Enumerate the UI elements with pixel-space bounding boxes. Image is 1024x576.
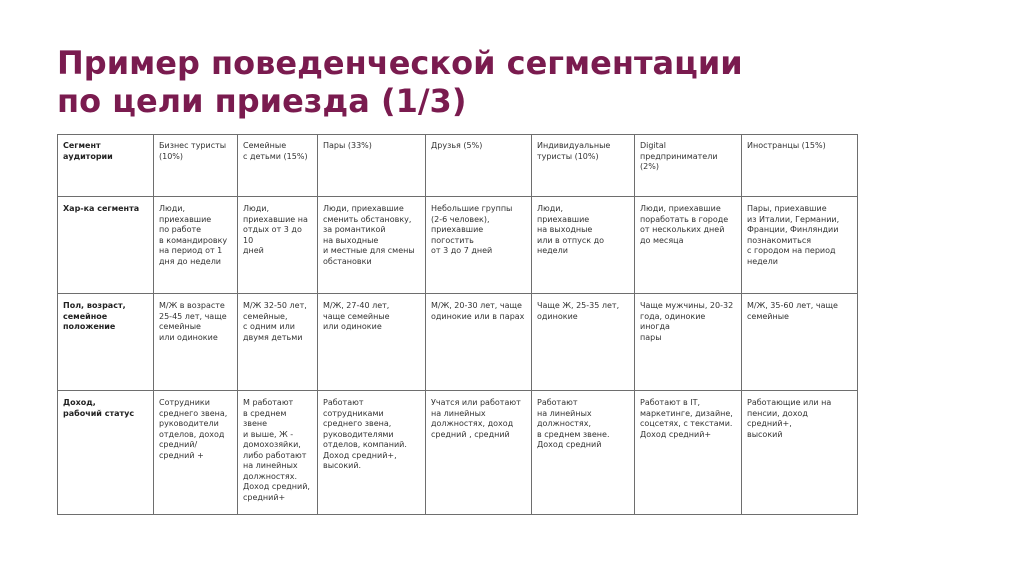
header-cell-friends: Друзья (5%) — [426, 135, 532, 197]
table-row-characteristics — [58, 197, 858, 294]
header-cell-foreigners: Иностранцы (15%) — [742, 135, 858, 197]
header-cell-business: Бизнес туристы (10%) — [154, 135, 238, 197]
row-label: Пол, возраст, семейное положение — [58, 294, 154, 391]
table-cell: М/Ж, 27-40 лет, чаще семейные или одинокие — [318, 294, 426, 391]
table-cell: Учатся или работают на линейных должностях, доход средний , средний — [426, 391, 532, 515]
table-header-row — [58, 135, 858, 197]
table-cell: Работают сотрудниками среднего звена, руководителями отделов, компаний. Доход средний+, высокий. — [318, 391, 426, 515]
table-cell: М/Ж, 20-30 лет, чаще одинокие или в парах — [426, 294, 532, 391]
table-cell: Работают в IT, маркетинге, дизайне, соцсетях, с текстами. Доход средний+ — [635, 391, 742, 515]
table-cell: М работают в среднем звене и выше, Ж - домохозяйки, либо работают на линейных должностях. Доход средний, средний+ — [238, 391, 318, 515]
table-cell: Чаще Ж, 25-35 лет, одинокие — [532, 294, 635, 391]
segmentation-table — [57, 134, 858, 515]
table-cell: Люди, приехавшие поработать в городе от нескольких дней до месяца — [635, 197, 742, 294]
table-cell: Пары, приехавшие из Италии, Германии, Франции, Финляндии познакомиться с городом на период недели — [742, 197, 858, 294]
slide-title-line-1: Пример поведенческой сегментации — [57, 44, 743, 82]
table-cell: Люди, приехавшие на отдых от 3 до 10 дней — [238, 197, 318, 294]
table-cell: Люди, приехавшие сменить обстановку, за романтикой на выходные и местные для смены обстановки — [318, 197, 426, 294]
slide-title — [57, 44, 957, 120]
table-row-demographics — [58, 294, 858, 391]
header-cell-individual: Индивидуальные туристы (10%) — [532, 135, 635, 197]
row-label: Хар-ка сегмента — [58, 197, 154, 294]
row-label: Доход, рабочий статус — [58, 391, 154, 515]
header-cell-digital: Digital предприниматели (2%) — [635, 135, 742, 197]
table-cell: Работающие или на пенсии, доход средний+, высокий — [742, 391, 858, 515]
header-cell-segment: Сегмент аудитории — [58, 135, 154, 197]
table-cell: Небольшие группы (2-6 человек), приехавшие погостить от 3 до 7 дней — [426, 197, 532, 294]
table-cell: Сотрудники среднего звена, руководители отделов, доход средний/ средний + — [154, 391, 238, 515]
table-cell: Люди, приехавшие на выходные или в отпуск до недели — [532, 197, 635, 294]
table-row-income — [58, 391, 858, 515]
table-cell: Чаще мужчины, 20-32 года, одинокие иногда пары — [635, 294, 742, 391]
header-cell-families: Семейные с детьми (15%) — [238, 135, 318, 197]
header-cell-couples: Пары (33%) — [318, 135, 426, 197]
table-cell: М/Ж 32-50 лет, семейные, с одним или двумя детьми — [238, 294, 318, 391]
slide-title-line-2: по цели приезда (1/3) — [57, 82, 467, 120]
table-cell: Работают на линейных должностях, в среднем звене. Доход средний — [532, 391, 635, 515]
table-cell: М/Ж, 35-60 лет, чаще семейные — [742, 294, 858, 391]
table-cell: М/Ж в возрасте 25-45 лет, чаще семейные или одинокие — [154, 294, 238, 391]
table-cell: Люди, приехавшие по работе в командировку на период от 1 дня до недели — [154, 197, 238, 294]
